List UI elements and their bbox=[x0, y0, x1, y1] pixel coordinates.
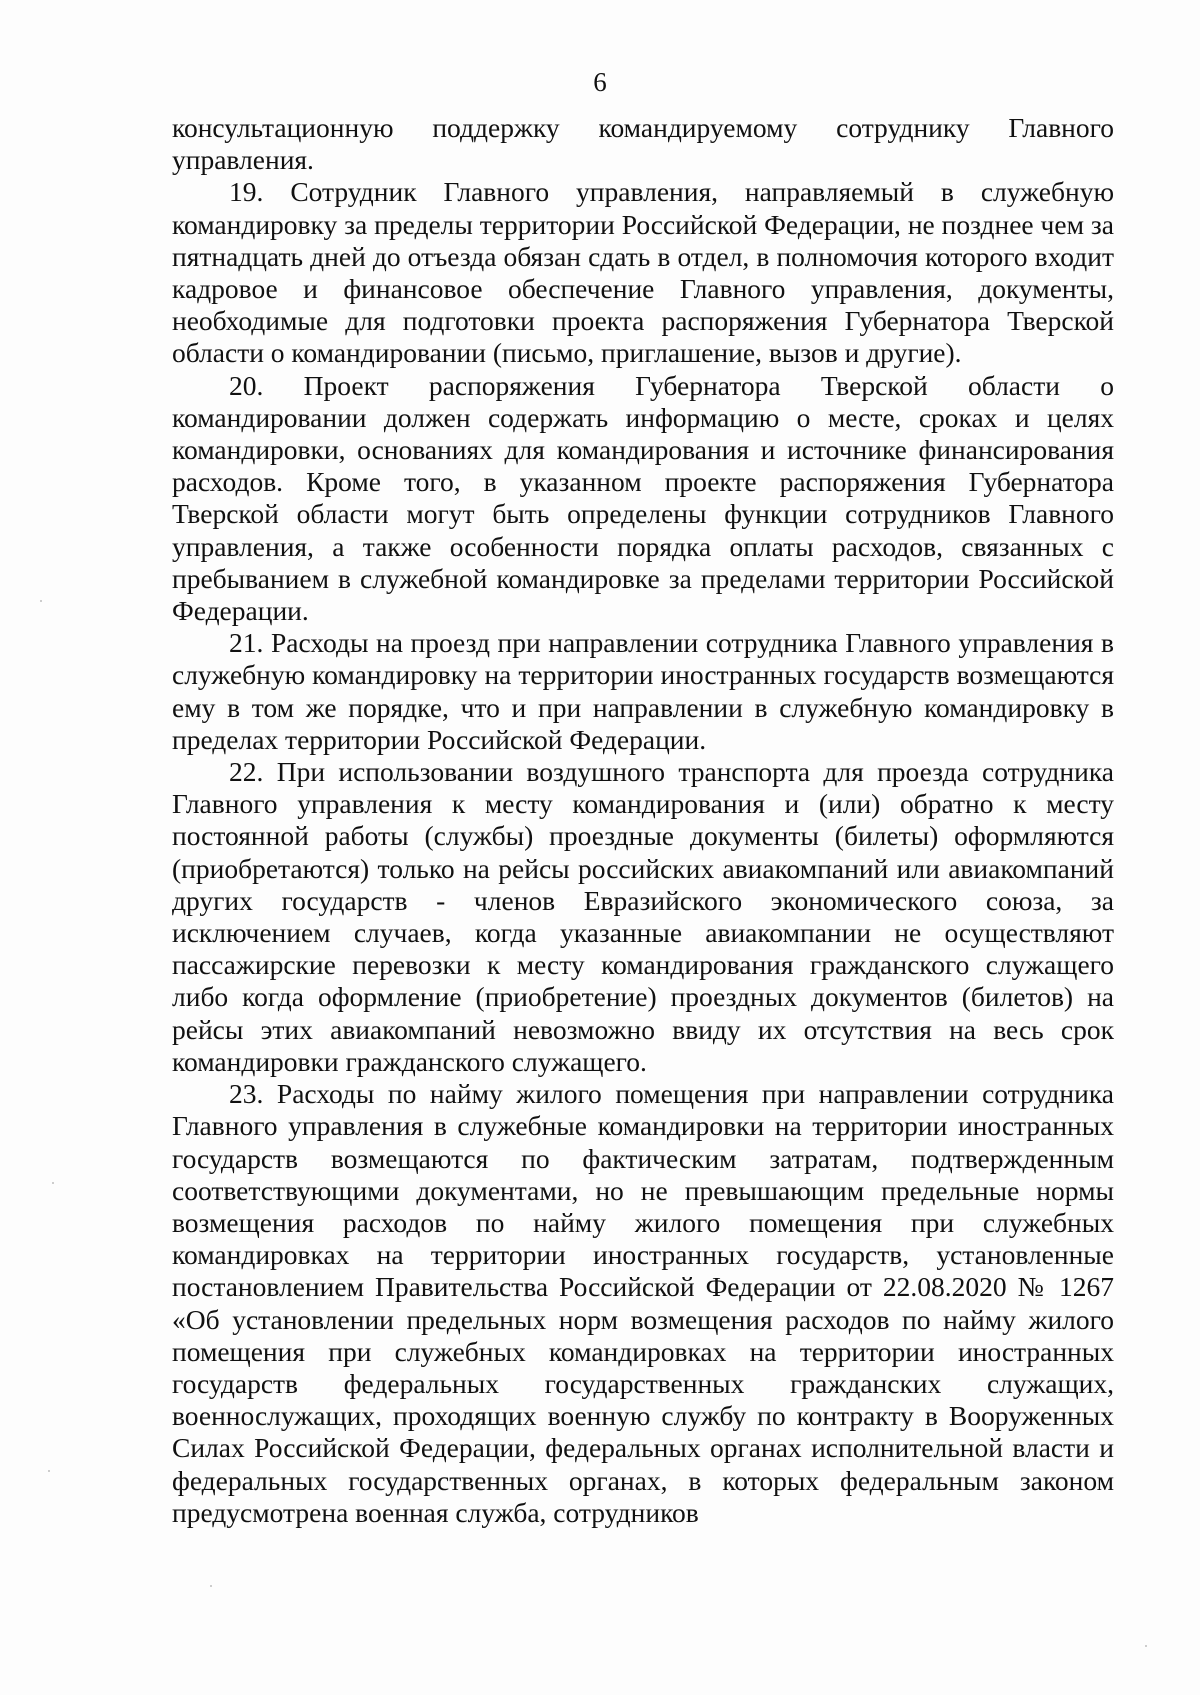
scan-speck bbox=[210, 1585, 212, 1587]
scan-speck bbox=[48, 1470, 50, 1472]
paragraph-22: 22. При использовании воздушного транспорта для проезда сотрудника Главного управления к месту командирования и (или) обратно к месту постоянной работы (службы) проездные документы (билеты) оформляются (приобретаются) только на рейсы российских авиакомпаний или авиакомпаний других государств - членов Евразийского экономического союза, за исключением случаев, когда указанные авиакомпании не осуществляют пассажирские перевозки к месту командирования гражданского служащего либо когда оформление (приобретение) проездных документов (билетов) на рейсы этих авиакомпаний невозможно ввиду их отсутствия на весь срок командировки гражданского служащего. bbox=[172, 756, 1114, 1077]
document-body bbox=[172, 112, 1114, 1529]
paragraph-continuation: консультационную поддержку командируемому сотруднику Главного управления. bbox=[172, 112, 1114, 176]
scan-speck bbox=[40, 600, 42, 602]
page-number: 6 bbox=[593, 67, 607, 97]
scan-speck bbox=[52, 1182, 54, 1184]
paragraph-21: 21. Расходы на проезд при направлении сотрудника Главного управления в служебную командировку на территории иностранных государств возмещаются ему в том же порядке, что и при направлении в служебную командировку в пределах территории Российской Федерации. bbox=[172, 627, 1114, 755]
paragraph-19: 19. Сотрудник Главного управления, направляемый в служебную командировку за пределы территории Российской Федерации, не позднее чем за пятнадцать дней до отъезда обязан сдать в отдел, в полномочия которого входит кадровое и финансовое обеспечение Главного управления, документы, необходимые для подготовки проекта распоряжения Губернатора Тверской области о командировании (письмо, приглашение, вызов и другие). bbox=[172, 176, 1114, 369]
scan-speck bbox=[1145, 1645, 1147, 1647]
paragraph-20: 20. Проект распоряжения Губернатора Тверской области о командировании должен содержать информацию о месте, сроках и целях командировки, основаниях для командирования и источнике финансирования расходов. Кроме того, в указанном проекте распоряжения Губернатора Тверской области могут быть определены функции сотрудников Главного управления, а также особенности порядка оплаты расходов, связанных с пребыванием в служебной командировке за пределами территории Российской Федерации. bbox=[172, 369, 1114, 627]
paragraph-23: 23. Расходы по найму жилого помещения при направлении сотрудника Главного управления в служебные командировки на территории иностранных государств возмещаются по фактическим затратам, подтвержденным соответствующими документами, но не превышающим предельные нормы возмещения расходов по найму жилого помещения при служебных командировках на территории иностранных государств, установленные постановлением Правительства Российской Федерации от 22.08.2020 № 1267 «Об установлении предельных норм возмещения расходов по найму жилого помещения при служебных командировках на территории иностранных государств федеральных государственных гражданских служащих, военнослужащих, проходящих военную службу по контракту в Вооруженных Силах Российской Федерации, федеральных органах исполнительной власти и федеральных государственных органах, в которых федеральным законом предусмотрена военная служба, сотрудников bbox=[172, 1078, 1114, 1528]
